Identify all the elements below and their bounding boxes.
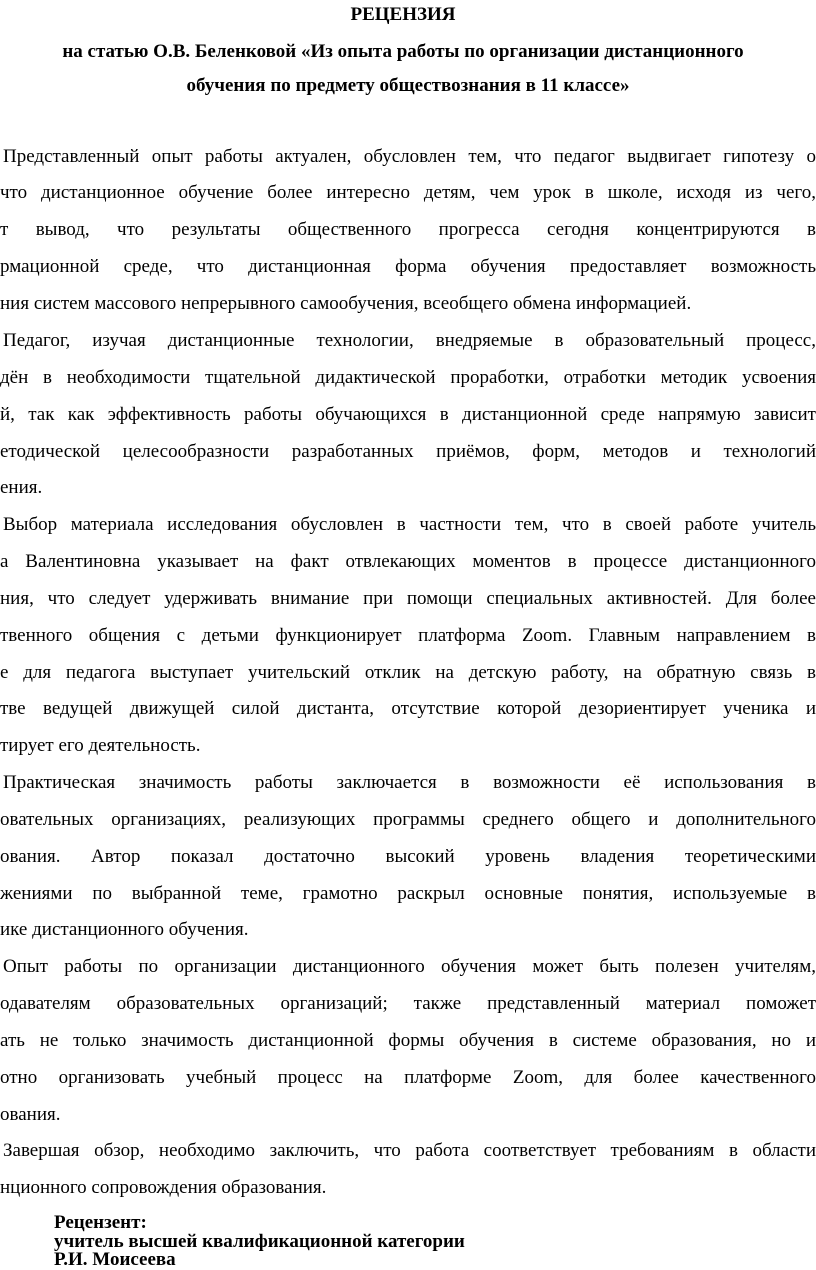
body-line: нционного сопровождения образования. [0,1177,327,1198]
body-line: Выбор материала исследования обусловлен в частности тем, что в своей работе учитель [3,514,816,535]
body-line: ния систем массового непрерывного самообучения, всеобщего обмена информацией. [0,293,692,314]
document-subtitle-line-1: на статью О.В. Беленковой «Из опыта работы по организации дистанционного [62,41,744,62]
body-line: ования. [0,1104,61,1125]
body-line: Педагог, изучая дистанционные технологии, внедряемые в образовательный процесс, [3,330,816,351]
body-line: тирует его деятельность. [0,735,201,756]
body-line: жениями по выбранной теме, грамотно раскрыл основные понятия, используемые в [0,883,816,904]
body-line: ования. Автор показал достаточно высокий уровень владения теоретическими [0,846,816,867]
body-line: овательных организациях, реализующих программы среднего общего и дополнительного [0,809,816,830]
body-line: Опыт работы по организации дистанционного обучения может быть полезен учителям, [3,956,816,977]
body-line: ать не только значимость дистанционной формы обучения в системе образования, но и [0,1030,816,1051]
body-line: что дистанционное обучение более интересно детям, чем урок в школе, исходя из чего, [0,182,816,203]
body-line: одавателям образовательных организаций; также представленный материал поможет [0,993,816,1014]
body-line: Практическая значимость работы заключается в возможности её использования в [3,772,816,793]
reviewer-name: Р.И. Моисеева [54,1249,176,1270]
body-line: й, так как эффективность работы обучающихся в дистанционной среде напрямую зависит [0,404,816,425]
reviewer-label: Рецензент: [54,1212,147,1233]
reviewer-position: учитель высшей квалификационной категории [54,1231,465,1252]
document-subtitle-line-2: обучения по предмету обществознания в 11 классе» [186,75,630,96]
body-line: етодической целесообразности разработанных приёмов, форм, методов и технологий [0,441,816,462]
body-line: тве ведущей движущей силой дистанта, отсутствие которой дезориентирует ученика и [0,698,816,719]
body-line: твенного общения с детьми функционирует платформа Zoom. Главным направлением в [0,625,816,646]
body-line: т вывод, что результаты общественного прогресса сегодня концентрируются в [0,219,816,240]
document-title: РЕЦЕНЗИЯ [350,4,456,25]
body-line: Представленный опыт работы актуален, обусловлен тем, что педагог выдвигает гипотезу о [3,146,816,167]
body-line: Завершая обзор, необходимо заключить, что работа соответствует требованиям в области [3,1140,816,1161]
body-line: е для педагога выступает учительский отклик на детскую работу, на обратную связь в [0,662,816,683]
body-line: а Валентиновна указывает на факт отвлекающих моментов в процессе дистанционного [0,551,816,572]
body-line: отно организовать учебный процесс на платформе Zoom, для более качественного [0,1067,816,1088]
body-line: ния, что следует удерживать внимание при помощи специальных активностей. Для более [0,588,816,609]
body-line: рмационной среде, что дистанционная форма обучения предоставляет возможность [0,256,816,277]
body-line: ения. [0,477,43,498]
body-line: дён в необходимости тщательной дидактической проработки, отработки методик усвоения [0,367,816,388]
body-line: ике дистанционного обучения. [0,919,249,940]
